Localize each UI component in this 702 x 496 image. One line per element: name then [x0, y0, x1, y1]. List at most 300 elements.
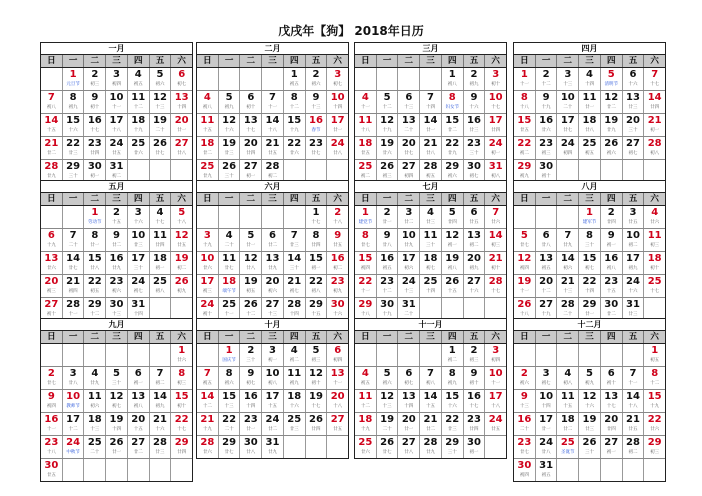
day-number: 19 [174, 253, 189, 264]
lunar-label: 廿二 [46, 151, 56, 156]
empty-cell [485, 298, 506, 320]
lunar-label: 十九 [46, 243, 56, 248]
empty-cell [128, 459, 150, 481]
week-row [197, 298, 348, 320]
weekday-label: 五 [464, 55, 486, 67]
day-number: 25 [222, 299, 237, 310]
day-number: 22 [66, 138, 81, 149]
day-number: 15 [647, 391, 662, 402]
day-cell [327, 114, 348, 136]
month-name: 四月 [514, 43, 665, 55]
day-number: 1 [312, 207, 320, 218]
week-row [514, 459, 665, 481]
day-number: 3 [405, 207, 413, 218]
day-number: 22 [517, 138, 532, 149]
day-number: 5 [448, 207, 456, 218]
day-cell [485, 160, 506, 182]
day-cell [171, 390, 192, 412]
day-number: 17 [66, 414, 81, 425]
week-row [514, 206, 665, 229]
lunar-label: 教师节 [66, 404, 80, 409]
weekday-label: 日 [197, 331, 219, 343]
day-cell [106, 137, 128, 159]
day-number: 25 [152, 276, 167, 287]
day-number: 22 [445, 414, 460, 425]
lunar-label: 初十 [311, 381, 321, 386]
day-number: 17 [131, 253, 146, 264]
lunar-label: 十八 [360, 312, 370, 317]
day-cell [171, 206, 192, 228]
weekday-label: 二 [240, 331, 262, 343]
day-cell [623, 114, 645, 136]
day-cell [306, 413, 328, 435]
day-cell [420, 275, 442, 297]
month-name: 七月 [355, 181, 506, 193]
empty-cell [623, 459, 645, 481]
day-number: 11 [87, 391, 102, 402]
lunar-label: 国庆节 [222, 358, 236, 363]
day-cell [219, 91, 241, 113]
weekday-label: 一 [63, 331, 85, 343]
lunar-label: 初七 [112, 404, 122, 409]
day-number: 26 [380, 161, 395, 172]
day-cell [601, 114, 623, 136]
day-cell [84, 68, 106, 90]
day-cell [377, 91, 399, 113]
lunar-label: 初三 [469, 358, 479, 363]
day-cell [240, 344, 262, 366]
day-number: 11 [358, 115, 373, 126]
lunar-label: 十三 [224, 404, 234, 409]
week-row [355, 252, 506, 275]
day-cell [41, 160, 63, 182]
week-row [355, 206, 506, 229]
week-row [41, 390, 192, 413]
weekday-label: 三 [262, 193, 284, 205]
week-row [355, 275, 506, 298]
day-number: 4 [651, 207, 659, 218]
weekday-label: 三 [420, 331, 442, 343]
lunar-label: 十九 [289, 128, 299, 133]
day-number: 27 [466, 276, 481, 287]
lunar-label: 十八 [333, 404, 343, 409]
day-number: 7 [269, 92, 276, 103]
lunar-label: 十五 [311, 312, 321, 317]
day-cell [442, 229, 464, 251]
week-row [197, 413, 348, 436]
day-number: 8 [448, 92, 456, 103]
day-number: 28 [560, 299, 575, 310]
day-number: 1 [651, 345, 659, 356]
week-row [41, 298, 192, 320]
day-cell [485, 390, 506, 412]
day-cell [171, 229, 192, 251]
day-number: 15 [445, 115, 460, 126]
day-number: 5 [225, 92, 233, 103]
weekday-label: 二 [398, 193, 420, 205]
weekday-label: 二 [84, 55, 106, 67]
lunar-label: 十三 [155, 105, 165, 110]
lunar-label: 初七 [289, 289, 299, 294]
lunar-label: 初七 [628, 151, 638, 156]
day-cell [197, 390, 219, 412]
week-row [514, 436, 665, 459]
lunar-label: 十三 [268, 312, 278, 317]
day-number: 5 [586, 368, 593, 379]
day-cell [63, 367, 85, 389]
day-cell [240, 298, 262, 320]
day-cell [106, 367, 128, 389]
day-cell [644, 390, 665, 412]
day-number: 6 [607, 368, 615, 379]
lunar-label: 初二 [112, 174, 122, 179]
weekday-label: 一 [536, 55, 558, 67]
lunar-label: 廿七 [224, 450, 234, 455]
day-cell [306, 137, 328, 159]
day-number: 25 [582, 138, 597, 149]
lunar-label: 十七 [246, 128, 256, 133]
day-number: 16 [87, 115, 102, 126]
day-cell [240, 91, 262, 113]
lunar-label: 十六 [628, 82, 638, 87]
lunar-label: 初十 [541, 174, 551, 179]
day-number: 1 [448, 345, 456, 356]
day-cell [355, 206, 377, 228]
day-cell [601, 252, 623, 274]
day-cell [442, 252, 464, 274]
lunar-label: 初七 [585, 266, 595, 271]
empty-cell [150, 298, 172, 320]
empty-cell [284, 206, 306, 228]
lunar-label: 初六 [224, 381, 234, 386]
day-number: 15 [445, 391, 460, 402]
day-number: 7 [629, 368, 637, 379]
day-cell [355, 298, 377, 320]
lunar-label: 初十 [177, 404, 187, 409]
day-cell [623, 68, 645, 90]
day-number: 24 [560, 138, 575, 149]
lunar-label: 廿八 [382, 243, 392, 248]
lunar-label: 初十 [246, 105, 256, 110]
lunar-label: 十五 [563, 404, 573, 409]
week-row [197, 344, 348, 367]
day-number: 1 [69, 69, 77, 80]
day-cell [377, 160, 399, 182]
month-block [40, 318, 193, 482]
week-row [514, 137, 665, 160]
day-cell [623, 206, 645, 228]
lunar-label: 十七 [90, 128, 100, 133]
lunar-label: 初六 [382, 381, 392, 386]
day-cell [644, 436, 665, 458]
lunar-label: 廿五 [333, 243, 343, 248]
day-number: 15 [222, 391, 237, 402]
day-number: 25 [358, 437, 373, 448]
day-number: 31 [131, 299, 146, 310]
day-cell [377, 298, 399, 320]
day-number: 16 [109, 253, 124, 264]
weekday-label: 二 [557, 55, 579, 67]
day-number: 25 [647, 276, 662, 287]
day-number: 17 [560, 115, 575, 126]
day-cell [355, 390, 377, 412]
empty-cell [377, 68, 399, 90]
week-row [355, 137, 506, 160]
day-number: 31 [625, 299, 640, 310]
day-cell [377, 436, 399, 458]
day-cell [398, 298, 420, 320]
day-number: 26 [517, 299, 532, 310]
day-cell [284, 252, 306, 274]
weekday-label: 日 [41, 331, 63, 343]
day-cell [377, 390, 399, 412]
lunar-label: 初六 [447, 174, 457, 179]
day-cell [557, 114, 579, 136]
month-block [40, 180, 193, 321]
week-row [514, 367, 665, 390]
lunar-label: 初五 [541, 266, 551, 271]
day-number: 16 [604, 253, 619, 264]
weekday-label: 五 [306, 193, 328, 205]
day-number: 26 [445, 276, 460, 287]
day-cell [377, 206, 399, 228]
day-cell [557, 68, 579, 90]
empty-cell [197, 68, 219, 90]
day-cell [128, 91, 150, 113]
lunar-label: 十七 [177, 427, 187, 432]
lunar-label: 初十 [606, 381, 616, 386]
day-number: 4 [134, 69, 142, 80]
day-cell [106, 229, 128, 251]
day-number: 28 [44, 161, 59, 172]
lunar-label: 十八 [112, 128, 122, 133]
lunar-label: 初七 [133, 289, 143, 294]
day-number: 7 [492, 207, 500, 218]
day-number: 29 [647, 437, 662, 448]
day-cell [327, 298, 348, 320]
weekday-label: 五 [150, 331, 172, 343]
lunar-label: 初五 [90, 289, 100, 294]
day-number: 1 [448, 69, 456, 80]
day-number: 2 [383, 207, 391, 218]
day-cell [579, 275, 601, 297]
lunar-label: 十六 [469, 105, 479, 110]
lunar-label: 十四 [133, 312, 143, 317]
empty-cell [623, 160, 645, 182]
day-number: 2 [47, 368, 55, 379]
day-number: 16 [466, 115, 481, 126]
day-number: 7 [427, 368, 434, 379]
lunar-label: 初一 [606, 450, 616, 455]
day-number: 2 [470, 345, 478, 356]
lunar-label: 初八 [563, 381, 573, 386]
day-cell [601, 390, 623, 412]
day-number: 26 [109, 437, 124, 448]
day-number: 2 [91, 69, 99, 80]
day-number: 12 [243, 253, 258, 264]
lunar-label: 二十 [224, 243, 234, 248]
day-cell [355, 114, 377, 136]
lunar-label: 初一 [90, 174, 100, 179]
week-row [514, 252, 665, 275]
lunar-label: 廿三 [469, 128, 479, 133]
day-cell [644, 344, 665, 366]
lunar-label: 十四 [112, 427, 122, 432]
week-row [355, 390, 506, 413]
day-number: 19 [380, 138, 395, 149]
day-cell [150, 206, 172, 228]
day-cell [442, 91, 464, 113]
day-cell [420, 413, 442, 435]
lunar-label: 十五 [202, 128, 212, 133]
day-number: 19 [109, 414, 124, 425]
lunar-label: 廿六 [289, 151, 299, 156]
day-cell [579, 298, 601, 320]
day-cell [84, 436, 106, 458]
day-number: 25 [200, 161, 215, 172]
day-cell [150, 436, 172, 458]
weekday-label: 一 [219, 193, 241, 205]
empty-cell [601, 344, 623, 366]
day-number: 30 [466, 437, 481, 448]
lunar-label: 十八 [519, 105, 529, 110]
day-number: 22 [582, 276, 597, 287]
lunar-label: 十一 [360, 289, 370, 294]
day-number: 10 [401, 230, 416, 241]
day-number: 7 [564, 230, 572, 241]
lunar-label: 端午节 [222, 289, 236, 294]
lunar-label: 十六 [224, 128, 234, 133]
lunar-label: 十七 [491, 105, 501, 110]
day-number: 20 [265, 276, 280, 287]
day-number: 18 [358, 414, 373, 425]
lunar-label: 初五 [360, 381, 370, 386]
day-cell [623, 298, 645, 320]
lunar-label: 初六 [311, 82, 321, 87]
day-cell [601, 413, 623, 435]
lunar-label: 初四 [333, 358, 343, 363]
day-cell [41, 459, 63, 481]
day-number: 1 [290, 69, 298, 80]
lunar-label: 十九 [541, 105, 551, 110]
day-cell [262, 436, 284, 458]
day-cell [644, 114, 665, 136]
lunar-label: 十五 [268, 404, 278, 409]
day-cell [106, 413, 128, 435]
lunar-label: 廿七 [311, 151, 321, 156]
lunar-label: 廿二 [268, 243, 278, 248]
lunar-label: 十三 [404, 105, 414, 110]
lunar-label: 廿二 [606, 105, 616, 110]
day-number: 13 [401, 115, 416, 126]
day-cell [644, 68, 665, 90]
day-number: 11 [200, 115, 215, 126]
weekday-label: 三 [106, 193, 128, 205]
day-cell [327, 68, 348, 90]
day-number: 5 [247, 230, 255, 241]
day-cell [262, 367, 284, 389]
lunar-label: 初一 [246, 174, 256, 179]
lunar-label: 初一 [155, 266, 165, 271]
lunar-label: 初九 [519, 174, 529, 179]
lunar-label: 建党节 [358, 220, 373, 225]
lunar-label: 十二 [541, 289, 551, 294]
lunar-label: 初七 [469, 174, 479, 179]
day-number: 6 [405, 92, 413, 103]
month-name: 十一月 [355, 319, 506, 331]
month-block [513, 42, 666, 183]
lunar-label: 廿八 [585, 128, 595, 133]
day-cell [327, 91, 348, 113]
empty-cell [514, 344, 536, 366]
empty-cell [485, 436, 506, 458]
day-cell [442, 390, 464, 412]
lunar-label: 十四 [585, 289, 595, 294]
day-cell [150, 413, 172, 435]
day-number: 9 [470, 92, 478, 103]
day-cell [398, 91, 420, 113]
day-number: 18 [131, 115, 146, 126]
day-number: 12 [604, 92, 619, 103]
day-number: 12 [308, 368, 323, 379]
day-number: 13 [330, 368, 345, 379]
lunar-label: 廿二 [606, 312, 616, 317]
day-number: 18 [200, 138, 215, 149]
lunar-label: 十七 [469, 404, 479, 409]
day-cell [63, 68, 85, 90]
day-number: 20 [539, 276, 554, 287]
day-number: 13 [243, 115, 258, 126]
lunar-label: 初三 [177, 381, 187, 386]
day-cell [128, 252, 150, 274]
day-cell [464, 413, 486, 435]
weekday-label: 二 [398, 331, 420, 343]
day-number: 17 [109, 115, 124, 126]
day-cell [536, 137, 558, 159]
day-number: 1 [361, 207, 369, 218]
day-cell [464, 367, 486, 389]
day-cell [128, 413, 150, 435]
empty-cell [536, 206, 558, 228]
lunar-label: 中秋节 [66, 450, 80, 455]
day-number: 10 [539, 391, 554, 402]
day-cell [514, 137, 536, 159]
day-cell [63, 275, 85, 297]
week-row [41, 275, 192, 298]
weekday-label: 六 [177, 56, 186, 66]
day-cell [106, 390, 128, 412]
day-number: 25 [358, 161, 373, 172]
day-number: 7 [156, 368, 164, 379]
lunar-label: 元旦节 [66, 82, 80, 87]
day-number: 6 [47, 230, 55, 241]
day-cell [197, 137, 219, 159]
day-cell [84, 206, 106, 228]
day-cell [219, 229, 241, 251]
day-cell [377, 229, 399, 251]
day-cell [464, 275, 486, 297]
day-cell [284, 91, 306, 113]
lunar-label: 十四 [585, 82, 595, 87]
empty-cell [464, 298, 486, 320]
empty-cell [644, 459, 665, 481]
day-number: 4 [91, 368, 99, 379]
day-cell [306, 114, 328, 136]
weekday-label: 二 [240, 193, 262, 205]
day-cell [171, 275, 192, 297]
day-cell [623, 390, 645, 412]
lunar-label: 十一 [224, 312, 234, 317]
